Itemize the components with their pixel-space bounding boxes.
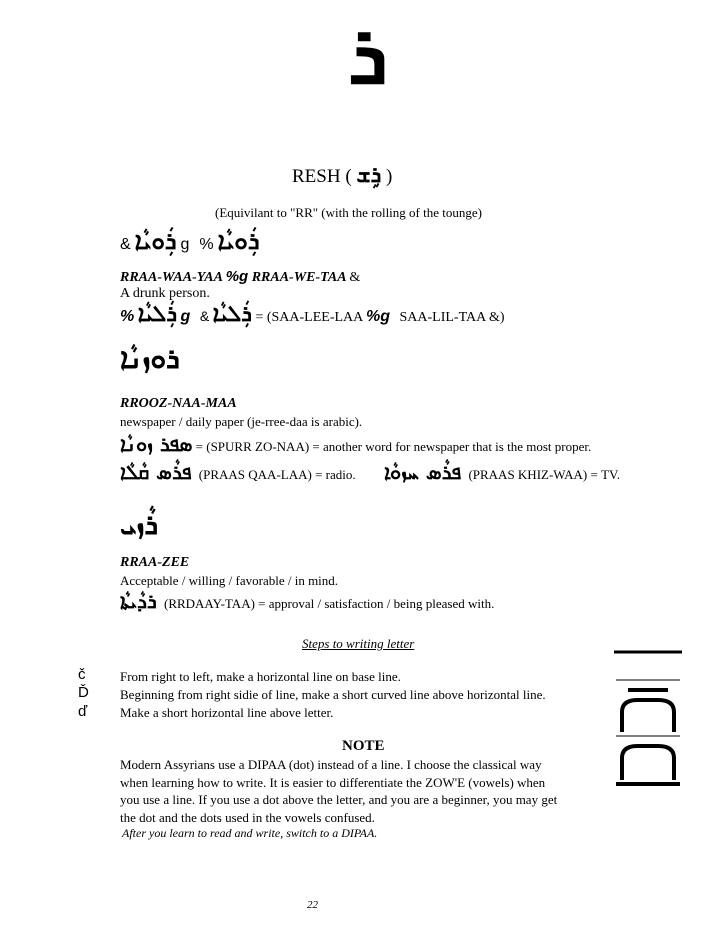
word1-transliteration (120, 268, 360, 286)
word1-meaning: A drunk person. (120, 286, 210, 301)
ex1-syriac: ܣܦܪ ܙܘܢܵܐ (120, 432, 193, 456)
word4-ex-syriac: ܪܕܵܝܬܵܐ (120, 589, 157, 613)
note-line-4: the dot and the dots used in the vowels confused. (120, 810, 375, 825)
word2-eq-close: SAA-LIL-TAA &) (399, 310, 505, 325)
title-name: RESH (292, 166, 341, 187)
title-open-paren: ( (345, 166, 352, 187)
steps-heading: Steps to writing letter (302, 636, 415, 651)
word3-syriac: ܪܘܙܢܵܐ (120, 342, 180, 375)
word1-syriac-b: ܪܲܘܝܵܐ (217, 227, 260, 255)
step-2: Beginning from right sidie of line, make a short curved line above horizontal line. (120, 687, 546, 702)
step-1: From right to left, make a horizontal line on base line. (120, 669, 401, 684)
word1-syriac-a: ܪܲܘܝܵܐ (134, 227, 177, 255)
word1-percent: % (199, 236, 214, 253)
word1-translit-b: RRAA-WE-TAA (251, 270, 346, 285)
word4-meaning: Acceptable / willing / favorable / in mind. (120, 573, 339, 588)
word1-g: g (180, 236, 190, 253)
note-heading: NOTE (342, 738, 385, 754)
step-marker-1: č (78, 666, 86, 683)
word4-example (120, 589, 494, 613)
step-3: Make a short horizontal line above letter. (120, 705, 334, 720)
word4-transliteration: RRAA-ZEE (120, 555, 190, 570)
word1-pct-g: %g (225, 268, 249, 285)
word2-g: g (180, 308, 191, 325)
word2-line (120, 302, 505, 327)
letter-title (292, 163, 392, 188)
word2-amp: & (199, 308, 210, 324)
word1-translit-a: RRAA-WAA-YAA (120, 270, 223, 285)
big-letter: ܪ (348, 8, 388, 103)
ex3-syriac: ܦܪܵܣ ܚܙܘܵܐ (384, 460, 462, 484)
word3-example-3 (384, 460, 620, 484)
word2-percent: % (120, 308, 135, 325)
title-syriac: ܪܹܫ (356, 163, 382, 188)
word1-line (120, 227, 260, 255)
ex3-text: (PRAAS KHIZ-WAA) = TV. (468, 467, 620, 482)
word4-syriac: ܪܵܙܝ (120, 508, 159, 541)
word3-transliteration: RROOZ-NAA-MAA (120, 396, 237, 411)
word1-amp2: & (349, 270, 361, 285)
word2-syriac-b: ܪܲܠܝܵܐ (212, 302, 252, 327)
equivalent-note: (Equivilant to "RR" (with the rolling of the tounge) (215, 205, 482, 220)
note-line-1: Modern Assyrians use a DIPAA (dot) instead of a line. I choose the classical way (120, 757, 542, 772)
word4-ex-text: (RRDAAY-TAA) = approval / satisfaction / being pleased with. (163, 596, 495, 611)
stroke-step-2-curve (622, 700, 674, 732)
note-line-3: you use a line. If you use a dot above the letter, and you are a beginner, you may get (120, 792, 558, 807)
word3-meaning: newspaper / daily paper (je-rree-daa is arabic). (120, 414, 363, 429)
word3-example-1 (120, 432, 591, 456)
step-marker-2: Ď (78, 684, 89, 701)
ex1-text: = (SPURR ZO-NAA) = another word for newspaper that is the most proper. (195, 439, 592, 454)
word2-syriac-a: ܪܲܠܝܵܐ (137, 302, 178, 327)
note-line-2: when learning how to write. It is easier to differentiate the ZOW'E (vowels) when (120, 775, 546, 790)
word2-pct-g: %g (366, 308, 390, 325)
ex2-syriac: ܦܪܵܣ ܩܵܠܵܐ (120, 460, 192, 484)
word3-example-2 (120, 460, 356, 484)
ex2-text: (PRAAS QAA-LAA) = radio. (198, 467, 356, 482)
word2-eq-open: = (SAA-LEE-LAA (255, 310, 363, 325)
page-number: 22 (307, 899, 318, 911)
note-italic-line: After you learn to read and write, switch to a DIPAA. (122, 826, 378, 840)
stroke-diagram (612, 648, 684, 788)
title-close-paren: ) (386, 166, 393, 187)
stroke-letter-body (622, 746, 674, 780)
word1-amp: & (120, 236, 131, 253)
step-marker-3: ď (78, 703, 88, 720)
